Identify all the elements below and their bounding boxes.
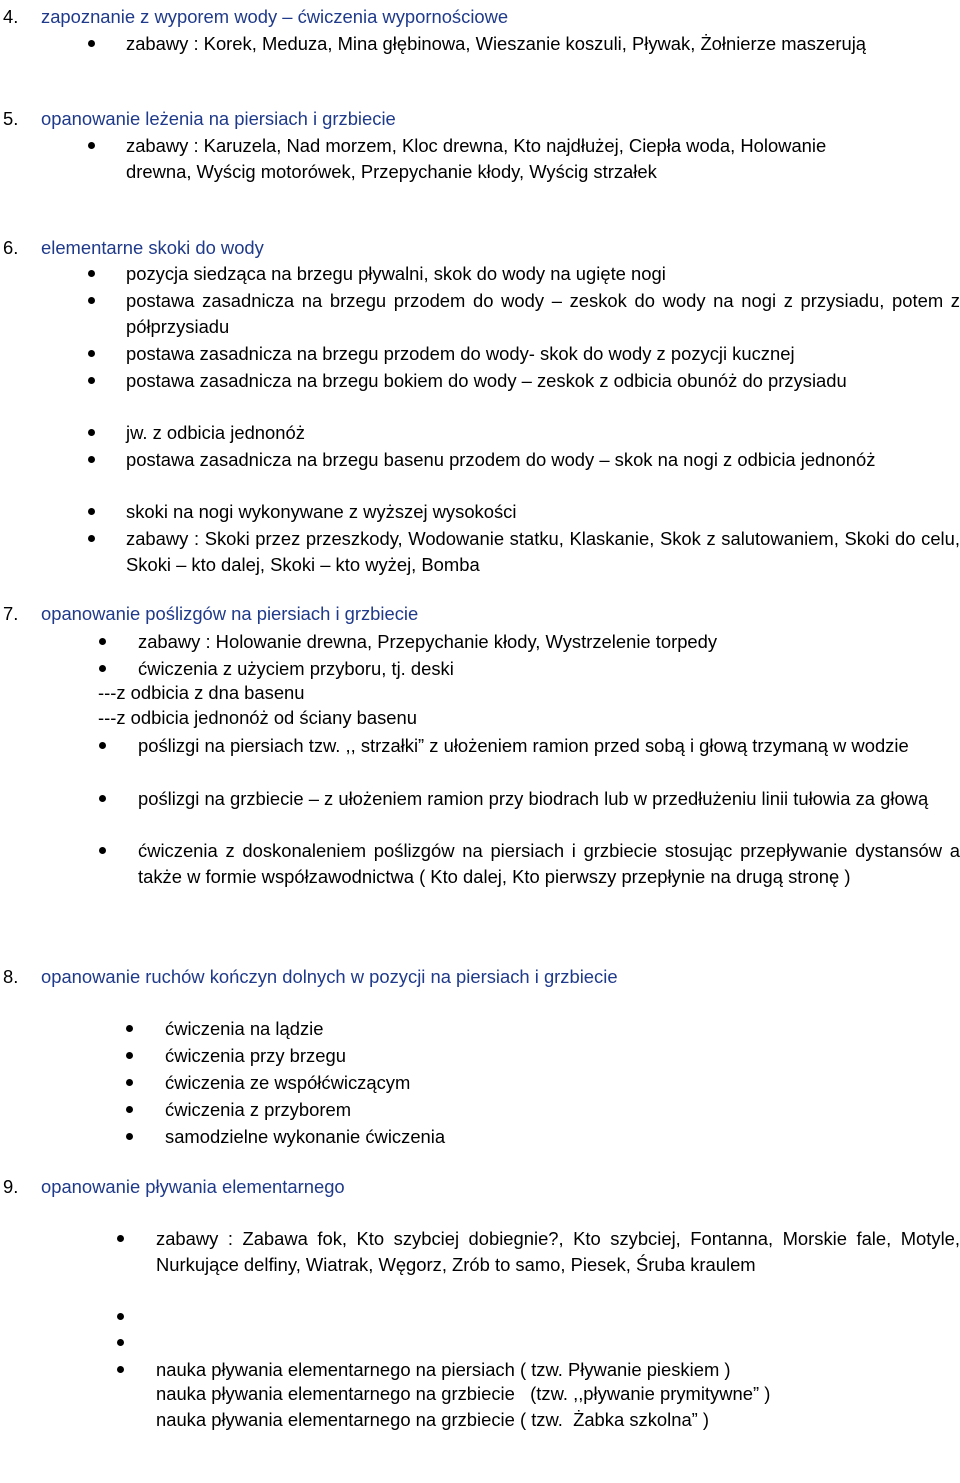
section-number: 5. bbox=[3, 108, 19, 129]
list-item bbox=[126, 368, 960, 394]
bullet-icon bbox=[126, 1106, 133, 1113]
list-item-text: zabawy : Zabawa fok, Kto szybciej dobiegnie?, Kto szybciej, Fontanna, Morskie fale, Motyle, Nurkujące delfiny, Wiatrak, Węgorz, Zrób to samo, Piesek, Śruba kraulem bbox=[156, 1228, 960, 1275]
bullet-icon bbox=[99, 638, 106, 645]
list-item-text: postawa zasadnicza na brzegu przodem do wody- skok do wody z pozycji kucznej bbox=[126, 343, 795, 364]
bullet-icon bbox=[126, 1133, 133, 1140]
list-item-text: poślizgi na grzbiecie – z ułożeniem ramion przy biodrach lub w przedłużeniu linii tułowia za głową bbox=[138, 788, 929, 809]
list-item-text: ćwiczenia z doskonaleniem poślizgów na piersiach i grzbiecie stosując przepływanie dystansów a także w formie współzawodnictwa ( Kto dalej, Kto pierwszy przepłynie na drugą stronę ) bbox=[138, 840, 960, 887]
list-item-text: postawa zasadnicza na brzegu bokiem do wody – zeskok z odbicia obunóż do przysiadu bbox=[126, 370, 847, 391]
bullet-icon bbox=[88, 429, 95, 436]
list-item-text: zabawy : Karuzela, Nad morzem, Kloc drewna, Kto najdłużej, Ciepła woda, Holowanie drewna, Wyścig motorówek, Przepychanie kłody, Wyścig strzałek bbox=[126, 135, 827, 182]
bullet-icon bbox=[99, 847, 106, 854]
list-item bbox=[126, 288, 960, 339]
list-item bbox=[156, 1357, 960, 1383]
list-item bbox=[165, 1070, 960, 1096]
bullet-icon bbox=[88, 40, 95, 47]
list-item-text: nauka pływania elementarnego na grzbiecie (tzw. ,,pływanie prymitywne” ) bbox=[156, 1382, 771, 1404]
list-item-text: ćwiczenia na lądzie bbox=[165, 1018, 324, 1039]
list-item-text: samodzielne wykonanie ćwiczenia bbox=[165, 1126, 446, 1147]
list-item bbox=[126, 499, 960, 525]
section-title: opanowanie leżenia na piersiach i grzbiecie bbox=[41, 108, 396, 129]
bullet-icon bbox=[117, 1313, 124, 1320]
bullet-icon bbox=[117, 1366, 124, 1373]
bullet-icon bbox=[88, 350, 95, 357]
section-number: 4. bbox=[3, 6, 19, 27]
list-item-text: ćwiczenia ze współćwiczącym bbox=[165, 1072, 411, 1093]
list-item bbox=[156, 1330, 960, 1483]
section-title: elementarne skoki do wody bbox=[41, 237, 264, 258]
list-item bbox=[126, 133, 886, 184]
bullet-icon bbox=[117, 1339, 124, 1346]
list-item-text: nauka pływania elementarnego na grzbiecie ( tzw. Żabka szkolna” ) bbox=[156, 1408, 710, 1430]
section-number: 6. bbox=[3, 237, 19, 258]
list-item-text: jw. z odbicia jednonóż bbox=[126, 422, 305, 443]
bullet-icon bbox=[126, 1079, 133, 1086]
list-item bbox=[138, 656, 960, 682]
bullet-icon bbox=[99, 742, 106, 749]
list-item bbox=[156, 1226, 960, 1277]
bullet-icon bbox=[117, 1235, 124, 1242]
bullet-icon bbox=[88, 377, 95, 384]
list-item bbox=[126, 31, 906, 57]
sub-line: ---z odbicia jednonóż od ściany basenu bbox=[98, 707, 417, 728]
section-number: 7. bbox=[3, 603, 19, 624]
list-item-text: ćwiczenia z przyborem bbox=[165, 1099, 352, 1120]
list-item-text: poślizgi na piersiach tzw. ,, strzałki” z ułożeniem ramion przed sobą i głową trzymaną w wodzie bbox=[138, 735, 909, 756]
list-item bbox=[138, 733, 960, 759]
section-title: opanowanie pływania elementarnego bbox=[41, 1176, 345, 1197]
section-number: 8. bbox=[3, 966, 19, 987]
sub-line: ---z odbicia z dna basenu bbox=[98, 682, 305, 703]
bullet-icon bbox=[88, 142, 95, 149]
list-item-text: skoki na nogi wykonywane z wyższej wysokości bbox=[126, 501, 517, 522]
bullet-icon bbox=[99, 665, 106, 672]
list-item-text: postawa zasadnicza na brzegu basenu przodem do wody – skok na nogi z odbicia jednonóż bbox=[126, 449, 876, 470]
list-item-text: pozycja siedząca na brzegu pływalni, skok do wody na ugięte nogi bbox=[126, 263, 666, 284]
list-item-text: nauka pływania elementarnego na piersiach ( tzw. Pływanie pieskiem ) bbox=[156, 1359, 731, 1380]
list-item bbox=[138, 786, 960, 812]
section-title: opanowanie ruchów kończyn dolnych w pozycji na piersiach i grzbiecie bbox=[41, 966, 618, 987]
list-item bbox=[165, 1043, 960, 1069]
list-item-text: zabawy : Korek, Meduza, Mina głębinowa, Wieszanie koszuli, Pływak, Żołnierze maszerują bbox=[126, 33, 867, 54]
section-title: opanowanie poślizgów na piersiach i grzbiecie bbox=[41, 603, 419, 624]
list-item bbox=[165, 1016, 960, 1042]
bullet-icon bbox=[99, 795, 106, 802]
list-item bbox=[126, 261, 960, 287]
list-item-text: zabawy : Holowanie drewna, Przepychanie kłody, Wystrzelenie torpedy bbox=[138, 631, 718, 652]
bullet-icon bbox=[126, 1025, 133, 1032]
bullet-icon bbox=[126, 1052, 133, 1059]
list-item bbox=[126, 420, 960, 446]
list-item bbox=[165, 1097, 960, 1123]
bullet-icon bbox=[88, 535, 95, 542]
bullet-icon bbox=[88, 508, 95, 515]
bullet-icon bbox=[88, 456, 95, 463]
list-item bbox=[165, 1124, 960, 1150]
bullet-icon bbox=[88, 297, 95, 304]
list-item-text: postawa zasadnicza na brzegu przodem do wody – zeskok do wody na nogi z przysiadu, potem z półprzysiadu bbox=[126, 290, 960, 337]
list-item bbox=[126, 341, 960, 367]
list-item-text: ćwiczenia z użyciem przyboru, tj. deski bbox=[138, 658, 454, 679]
list-item-text: ćwiczenia przy brzegu bbox=[165, 1045, 346, 1066]
section-title: zapoznanie z wyporem wody – ćwiczenia wypornościowe bbox=[41, 6, 509, 27]
list-item bbox=[126, 447, 960, 473]
bullet-icon bbox=[88, 270, 95, 277]
list-item-text: zabawy : Skoki przez przeszkody, Wodowanie statku, Klaskanie, Skok z salutowaniem, Skoki do celu, Skoki – kto dalej, Skoki – kto wyżej, Bomba bbox=[126, 528, 960, 575]
list-item bbox=[138, 629, 960, 655]
list-item bbox=[138, 838, 960, 889]
list-item bbox=[126, 526, 960, 577]
section-number: 9. bbox=[3, 1176, 19, 1197]
